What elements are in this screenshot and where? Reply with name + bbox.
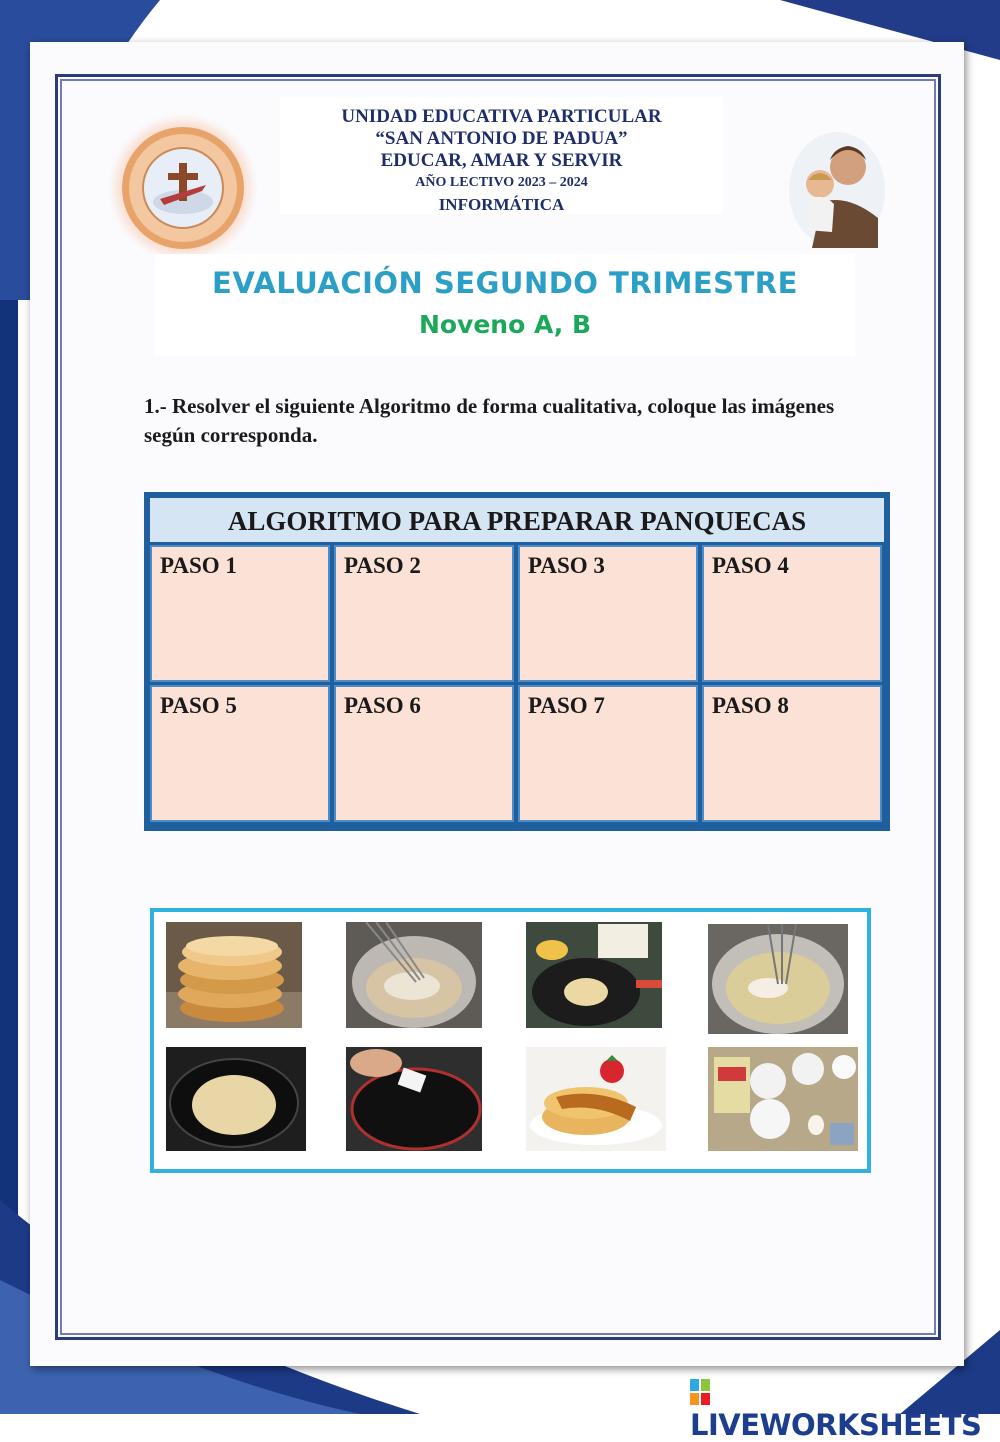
school-motto: EDUCAR, AMAR Y SERVIR	[380, 150, 623, 171]
whisking-flour-bowl-photo[interactable]	[346, 922, 482, 1028]
algorithm-table-title: ALGORITMO PARA PREPARAR PANQUECAS	[150, 498, 884, 542]
whisked-batter-bowl-photo[interactable]	[708, 924, 848, 1034]
step-drop-zone-3[interactable]	[520, 547, 696, 680]
step-label: PASO 5	[160, 693, 237, 718]
pancake-cooking-pan-photo[interactable]	[166, 1047, 306, 1151]
school-patron: “SAN ANTONIO DE PADUA”	[375, 128, 628, 149]
evaluation-title-box	[155, 254, 855, 356]
school-name: UNIDAD EDUCATIVA PARTICULAR	[341, 106, 662, 127]
step-label: PASO 7	[528, 693, 605, 718]
step-label: PASO 6	[344, 693, 421, 718]
liveworksheets-icon	[690, 1379, 710, 1405]
step-drop-zone-6[interactable]	[336, 687, 512, 820]
instruction-text: 1.- Resolver el siguiente Algoritmo de forma cualitativa, coloque las imágenes según corresponda.	[144, 394, 835, 447]
saint-anthony-image	[782, 122, 892, 252]
watermark-text: LIVEWORKSHEETS	[690, 1408, 982, 1442]
evaluation-title: EVALUACIÓN SEGUNDO TRIMESTRE	[212, 266, 798, 300]
step-label: PASO 2	[344, 553, 421, 578]
school-year: AÑO LECTIVO 2023 – 2024	[415, 175, 588, 190]
algorithm-table	[144, 492, 890, 831]
pancake-in-pan-with-batter-photo[interactable]	[526, 922, 662, 1028]
step-drop-zone-5[interactable]	[152, 687, 328, 820]
image-bank	[150, 908, 871, 1173]
step-drop-zone-2[interactable]	[336, 547, 512, 680]
step-drop-zone-1[interactable]	[152, 547, 328, 680]
step-label: PASO 4	[712, 553, 789, 578]
evaluation-subtitle: Noveno A, B	[418, 310, 592, 339]
subject-name: INFORMÁTICA	[438, 195, 565, 214]
pancake-with-syrup-photo[interactable]	[526, 1047, 666, 1151]
step-drop-zone-7[interactable]	[520, 687, 696, 820]
worksheet-page	[30, 42, 964, 1366]
school-header	[280, 97, 723, 214]
school-seal-logo	[122, 127, 244, 249]
greasing-pan-photo[interactable]	[346, 1047, 482, 1151]
step-label: PASO 1	[160, 553, 237, 578]
pancake-stack-photo[interactable]	[166, 922, 302, 1028]
ingredients-photo[interactable]	[708, 1047, 858, 1151]
step-label: PASO 3	[528, 553, 605, 578]
liveworksheets-logo	[690, 1374, 1000, 1442]
step-label: PASO 8	[712, 693, 789, 718]
step-drop-zone-8[interactable]	[704, 687, 880, 820]
step-drop-zone-4[interactable]	[704, 547, 880, 680]
